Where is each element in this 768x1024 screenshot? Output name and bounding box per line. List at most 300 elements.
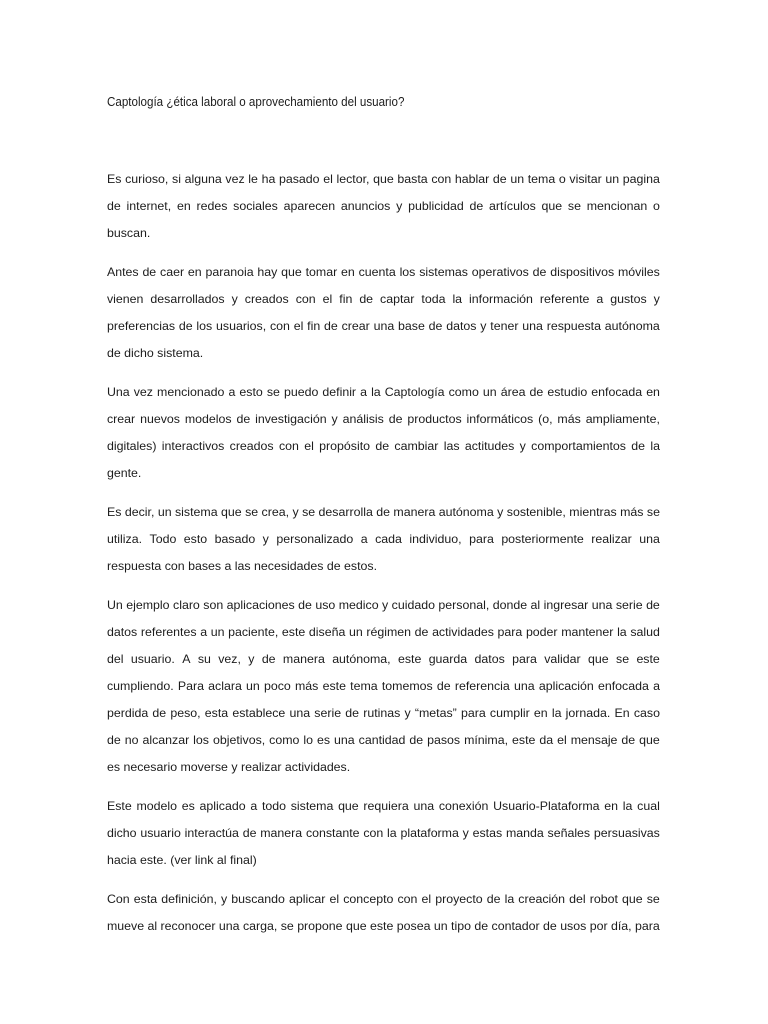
word: con	[269, 319, 290, 333]
word: por	[589, 919, 608, 933]
word: de	[107, 199, 121, 213]
word: decir,	[124, 505, 155, 519]
word: enfocada	[598, 679, 649, 693]
word: peso,	[170, 706, 201, 720]
word: crea,	[261, 505, 290, 519]
word: autónoma,	[332, 652, 391, 666]
word: los	[196, 319, 213, 333]
word: y	[653, 292, 660, 306]
word: salud	[630, 625, 660, 639]
word: mensaje	[570, 733, 618, 747]
word: señales	[547, 826, 591, 840]
word: caso	[633, 706, 660, 720]
word: se	[280, 919, 294, 933]
word: mantener	[561, 625, 614, 639]
word: cumpliendo.	[107, 679, 174, 693]
word: tener	[490, 319, 519, 333]
word: vez	[133, 385, 153, 399]
word: Una	[107, 385, 130, 399]
word: o	[558, 172, 566, 186]
word: con	[431, 172, 452, 186]
word: de	[142, 265, 157, 279]
document-body	[107, 166, 660, 952]
word: la	[452, 292, 463, 306]
word: creados	[229, 439, 274, 453]
word: una	[413, 799, 435, 813]
word: posteriormente	[501, 532, 584, 546]
word: fin	[339, 292, 353, 306]
word: cuenta	[358, 265, 396, 279]
word: como	[448, 385, 479, 399]
word: tomar	[305, 265, 338, 279]
word: el	[323, 172, 333, 186]
word: un	[482, 385, 497, 399]
word: Un	[107, 598, 123, 612]
word: usuario	[140, 826, 181, 840]
word: mínima,	[464, 733, 509, 747]
word: aparecen	[283, 199, 336, 213]
word: del	[569, 892, 586, 906]
word: la	[504, 892, 515, 906]
word: da	[539, 733, 554, 747]
word: a	[596, 292, 604, 306]
word: enfocada	[591, 385, 643, 399]
word: y	[462, 826, 469, 840]
word: se	[646, 892, 660, 906]
word: día,	[610, 919, 632, 933]
word: si	[172, 172, 181, 186]
word: vez,	[218, 652, 241, 666]
word: de	[242, 826, 257, 840]
word: mueve	[107, 919, 145, 933]
word: la	[622, 799, 633, 813]
word: de	[409, 733, 424, 747]
word: con	[397, 892, 418, 906]
word: cumplir	[489, 706, 530, 720]
word: son	[203, 598, 224, 612]
word: el	[304, 439, 314, 453]
word: Antes	[107, 265, 139, 279]
word: de	[345, 706, 360, 720]
word: o	[652, 199, 660, 213]
word: este	[512, 733, 536, 747]
word: guarda	[428, 652, 468, 666]
word: de	[486, 892, 501, 906]
word: de	[414, 625, 429, 639]
word: paranoia	[205, 265, 254, 279]
word: análisis	[342, 412, 384, 426]
word: esta	[133, 892, 158, 906]
word: vez	[225, 172, 245, 186]
text-line	[107, 526, 660, 553]
word: Es	[107, 172, 122, 186]
word: como	[269, 733, 300, 747]
word: de	[492, 172, 507, 186]
word: que	[221, 505, 242, 519]
word: y	[231, 292, 238, 306]
word: posea	[396, 919, 431, 933]
word: que	[541, 199, 563, 213]
text-line	[107, 313, 660, 340]
word: comportamientos	[531, 439, 626, 453]
word: usos	[560, 919, 587, 933]
word: cantidad	[358, 733, 406, 747]
text-line	[107, 193, 660, 220]
word: internet,	[126, 199, 172, 213]
word: datos	[446, 319, 477, 333]
word: una	[373, 319, 395, 333]
word: cual	[637, 799, 660, 813]
word: ha	[261, 172, 276, 186]
word: con	[295, 292, 316, 306]
word: que	[639, 733, 660, 747]
word: un	[510, 172, 525, 186]
paragraph-1	[107, 166, 660, 247]
word: de	[532, 265, 547, 279]
text-line	[107, 727, 660, 754]
paragraph-5	[107, 592, 660, 781]
word: de	[474, 919, 489, 933]
word: Para	[177, 679, 204, 693]
word: una	[334, 733, 355, 747]
word: modelos	[184, 412, 232, 426]
word: realizar	[591, 532, 632, 546]
word: basado	[214, 532, 256, 546]
word: cada	[375, 532, 402, 546]
word: interactúa	[184, 826, 239, 840]
word: una	[289, 706, 311, 720]
word: que	[373, 172, 394, 186]
word: en	[176, 199, 191, 213]
word: estudio	[547, 385, 588, 399]
text-line: es necesario moverse y realizar actividades.	[107, 760, 351, 774]
word: vienen	[107, 292, 144, 306]
word: ejemplo	[126, 598, 170, 612]
word: estas	[472, 826, 503, 840]
word: un	[605, 172, 620, 186]
word: curioso,	[125, 172, 169, 186]
word: una	[591, 598, 613, 612]
word: pasos	[427, 733, 461, 747]
word: este	[636, 652, 660, 666]
word: propone	[297, 919, 343, 933]
word: respuesta	[546, 319, 601, 333]
word: ampliamente,	[585, 412, 660, 426]
word: alguna	[184, 172, 222, 186]
word: tema	[350, 679, 378, 693]
word: base	[398, 319, 425, 333]
word: a	[653, 679, 660, 693]
word: y	[382, 598, 389, 612]
document-title: Captología ¿ética laboral o aprovechamiento del usuario?	[107, 94, 405, 109]
word: sostenible,	[506, 505, 566, 519]
word: aplicado	[199, 799, 246, 813]
word: definir	[322, 385, 357, 399]
word: pagina	[622, 172, 660, 186]
word: lector,	[336, 172, 370, 186]
word: manera	[393, 505, 436, 519]
word: artículos	[489, 199, 536, 213]
text-line: hacia este. (ver link al final)	[107, 853, 257, 867]
text-line	[107, 820, 660, 847]
word: de	[436, 679, 451, 693]
word: le	[248, 172, 258, 186]
word: personalizado	[276, 532, 354, 546]
text-line: gente.	[107, 466, 142, 480]
text-line	[107, 913, 660, 940]
text-line	[107, 700, 660, 727]
word: y	[292, 505, 299, 519]
word: para	[635, 919, 660, 933]
word: que	[345, 919, 367, 933]
word: es	[181, 799, 195, 813]
word: sociales	[233, 199, 278, 213]
word: creados	[244, 292, 289, 306]
word: mencionan	[586, 199, 648, 213]
word: productos	[407, 412, 462, 426]
text-line: respuesta con bases a las necesidades de estos.	[107, 559, 378, 573]
word: un	[433, 919, 448, 933]
word: poco	[264, 679, 291, 693]
text-line	[107, 619, 660, 646]
word: buscando	[231, 892, 285, 906]
word: que	[621, 892, 643, 906]
word: utiliza.	[107, 532, 143, 546]
word: reconocer	[160, 919, 216, 933]
word: es	[317, 733, 331, 747]
word: desarrolla	[318, 505, 373, 519]
word: la	[551, 706, 562, 720]
word: y	[519, 439, 526, 453]
word: más	[620, 505, 644, 519]
word: jornada.	[565, 706, 611, 720]
word: investigación	[255, 412, 327, 426]
word: una	[218, 919, 240, 933]
word: aclara	[208, 679, 242, 693]
word: referentes	[140, 625, 197, 639]
word: mencionado	[157, 385, 225, 399]
word: gustos	[610, 292, 647, 306]
word: esto	[183, 532, 208, 546]
paragraph-7	[107, 886, 660, 940]
word: en	[187, 265, 202, 279]
word: sistema	[175, 505, 218, 519]
word: visitar	[569, 172, 602, 186]
word: esta	[204, 706, 229, 720]
word: creación	[518, 892, 566, 906]
word: los	[193, 733, 209, 747]
word: de	[376, 505, 390, 519]
word: desarrollados	[150, 292, 225, 306]
word: de	[428, 319, 443, 333]
word: ingresar	[543, 598, 589, 612]
word: tomemos	[381, 679, 433, 693]
word: se	[245, 505, 259, 519]
paragraph-6	[107, 793, 660, 874]
word: de	[621, 733, 636, 747]
text-line	[107, 673, 660, 700]
word: área	[500, 385, 526, 399]
word: Captología	[384, 385, 445, 399]
word: medico	[338, 598, 379, 612]
word: una	[639, 532, 660, 546]
word: perdida	[107, 706, 149, 720]
word: actividades	[432, 625, 494, 639]
word: más	[557, 412, 581, 426]
word: crear	[107, 412, 136, 426]
word: de	[107, 733, 121, 747]
word: Es	[107, 505, 122, 519]
text-line	[107, 793, 660, 820]
word: al	[530, 598, 541, 612]
word: referencia	[454, 679, 510, 693]
word: móviles	[617, 265, 660, 279]
word: y	[480, 319, 487, 333]
word: publicidad	[408, 199, 464, 213]
word: pasado	[278, 172, 320, 186]
word: una	[514, 679, 535, 693]
word: uso	[315, 598, 336, 612]
text-line: buscan.	[107, 226, 151, 240]
word: de	[261, 652, 276, 666]
word: información	[469, 292, 533, 306]
word: no	[124, 733, 139, 747]
word: y	[248, 652, 255, 666]
word: para	[497, 625, 523, 639]
word: todo	[261, 799, 286, 813]
word: autónoma	[604, 319, 660, 333]
word: a	[250, 799, 258, 813]
word: de	[646, 598, 660, 612]
text-line	[107, 259, 660, 286]
word: redes	[196, 199, 228, 213]
word: datos	[107, 625, 138, 639]
word: en	[646, 385, 660, 399]
word: de	[388, 412, 403, 426]
word: este	[281, 625, 306, 639]
word: toda	[421, 292, 446, 306]
word: de	[359, 292, 374, 306]
word: régimen	[366, 625, 412, 639]
word: serie	[615, 598, 643, 612]
text-line	[107, 166, 660, 193]
word: más	[295, 679, 319, 693]
word: poder	[525, 625, 558, 639]
word: caer	[160, 265, 185, 279]
word: proyecto	[435, 892, 483, 906]
text-line	[107, 646, 660, 673]
word: carga,	[242, 919, 278, 933]
word: anuncios	[340, 199, 391, 213]
word: individuo,	[409, 532, 462, 546]
word: a	[360, 532, 368, 546]
word: tipo	[451, 919, 471, 933]
paragraph-3	[107, 379, 660, 487]
word: sistemas	[419, 265, 468, 279]
word: se	[567, 199, 581, 213]
word: y	[404, 706, 411, 720]
word: concepto	[343, 892, 394, 906]
word: claro	[173, 598, 200, 612]
text-line	[107, 433, 660, 460]
word: mientras	[569, 505, 617, 519]
word: dicho	[107, 826, 137, 840]
word: y	[396, 199, 403, 213]
word: captar	[380, 292, 415, 306]
word: dispositivos	[550, 265, 615, 279]
word: personal,	[438, 598, 490, 612]
word: modelo	[136, 799, 178, 813]
word: Usuario-Plataforma	[493, 799, 600, 813]
word: serie	[314, 706, 342, 720]
paragraph-2	[107, 259, 660, 367]
word: que	[338, 799, 359, 813]
word: persuasivas	[593, 826, 660, 840]
text-line	[107, 406, 660, 433]
word: datos	[474, 652, 505, 666]
word: para	[460, 706, 486, 720]
word: un	[157, 505, 172, 519]
word: establece	[232, 706, 286, 720]
word: manera	[282, 652, 325, 666]
word: de	[152, 706, 167, 720]
word: se	[266, 385, 280, 399]
word: donde	[492, 598, 528, 612]
word: a	[228, 385, 236, 399]
word: aplicación	[538, 679, 594, 693]
word: que	[281, 265, 302, 279]
word: de	[324, 319, 338, 333]
word: se	[616, 652, 630, 666]
word: de	[543, 919, 557, 933]
word: de	[631, 439, 646, 453]
word: (o,	[538, 412, 553, 426]
word: informáticos	[466, 412, 534, 426]
word: usuario.	[130, 652, 175, 666]
word: A	[182, 652, 191, 666]
word: alcanzar	[142, 733, 190, 747]
word: un	[348, 625, 363, 639]
word: para	[469, 532, 494, 546]
word: se	[302, 505, 316, 519]
word: rutinas	[363, 706, 401, 720]
word: que	[588, 652, 609, 666]
word: de	[236, 412, 251, 426]
word: hablar	[454, 172, 490, 186]
word: requiera	[363, 799, 409, 813]
word: esto	[239, 385, 263, 399]
word: un	[210, 625, 225, 639]
word: objetivos,	[212, 733, 266, 747]
word: de	[375, 439, 390, 453]
word: cuidado	[391, 598, 435, 612]
word: definición,	[161, 892, 217, 906]
word: de	[178, 319, 193, 333]
word: su	[197, 652, 211, 666]
text-line	[107, 379, 660, 406]
word: y	[331, 412, 338, 426]
word: y	[262, 532, 269, 546]
word: del	[107, 652, 124, 666]
word: preferencias	[107, 319, 176, 333]
word: autónoma	[438, 505, 494, 519]
word: lo	[303, 733, 314, 747]
word: una	[522, 319, 543, 333]
word: el	[557, 733, 567, 747]
word: Con	[107, 892, 130, 906]
word: aplicar	[288, 892, 326, 906]
word: la	[650, 439, 660, 453]
